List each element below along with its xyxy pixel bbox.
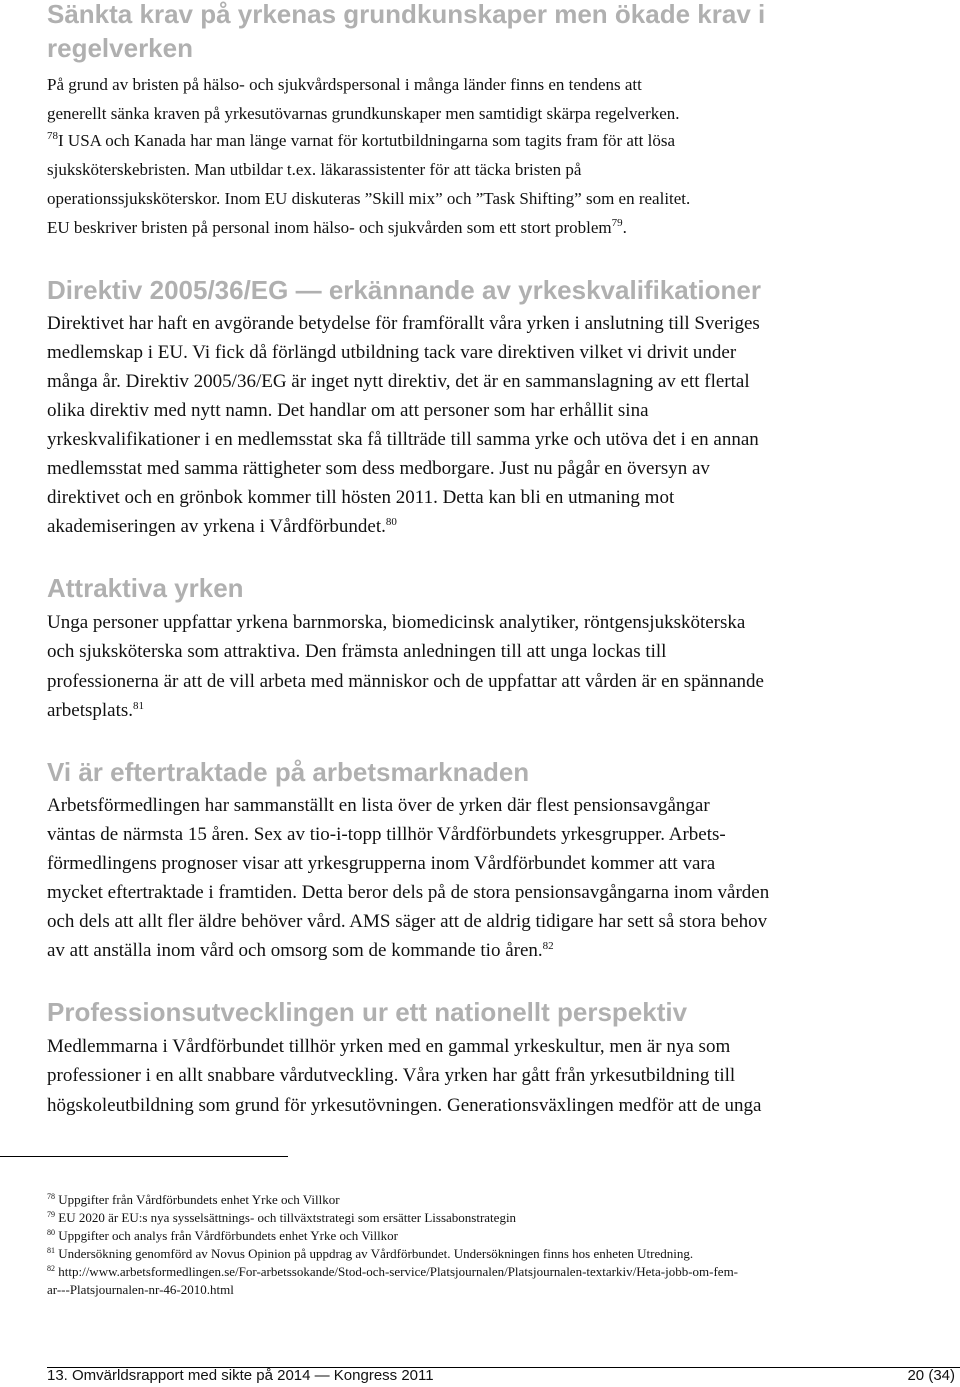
body-line: förmedlingens prognoser visar att yrkesgrupperna inom Vårdförbundet kommer att vara xyxy=(47,853,716,874)
body-line: professioner i en allt snabbare vårdutveckling. Våra yrken har gått från yrkesutbildning till xyxy=(47,1065,736,1086)
body-line: väntas de närmsta 15 åren. Sex av tio-i-topp tillhör Vårdförbundets yrkesgrupper. Arbets- xyxy=(47,824,726,845)
body-line: direktivet och en grönbok kommer till hösten 2011. Detta kan bli en utmaning mot xyxy=(47,487,675,508)
body-line: högskoleutbildning som grund för yrkesutövningen. Generationsväxlingen medför att de unga xyxy=(47,1095,762,1116)
body-line: generellt sänka kraven på yrkesutövarnas grundkunskaper men samtidigt skärpa regelverken. xyxy=(47,104,680,123)
body-line: professionerna är att de vill arbeta med människor och de uppfattar att vården är en spännande xyxy=(47,671,764,692)
footer-title: 13. Omvärldsrapport med sikte på 2014 — Kongress 2011 xyxy=(47,1367,434,1384)
body-line: Unga personer uppfattar yrkena barnmorska, biomedicinsk analytiker, röntgensjuksköterska xyxy=(47,612,746,633)
section-heading: Sänkta krav på yrkenas grundkunskaper men ökade krav i xyxy=(47,0,766,29)
footnote-ref: 81 xyxy=(133,700,145,712)
body-line: medlemsstat med samma rättigheter som dess medborgare. Just nu pågår en översyn av xyxy=(47,458,710,479)
footnote-ref: 79 xyxy=(611,217,623,229)
page-number: 20 (34) xyxy=(907,1367,955,1384)
body-line: Medlemmarna i Vårdförbundet tillhör yrken med en gammal yrkeskultur, men är nya som xyxy=(47,1036,731,1057)
body-line: och dels att allt fler äldre behöver vård. AMS säger att de aldrig tidigare har sett så stora behov xyxy=(47,911,768,932)
footnote-continuation xyxy=(47,1282,234,1298)
footnote-link[interactable]: ar---Platsjournalen-nr-46-2010.html xyxy=(47,1282,234,1297)
body-line: operationssjuksköterskor. Inom EU diskuteras ”Skill mix” och ”Task Shifting” som en realitet. xyxy=(47,189,691,208)
body-line: yrkeskvalifikationer i en medlemsstat ska få tillträde till samma yrke och utöva det i en annan xyxy=(47,429,759,450)
footnote-ref: 80 xyxy=(385,516,397,528)
body-line: På grund av bristen på hälso- och sjukvårdspersonal i många länder finns en tendens att xyxy=(47,75,642,94)
body-line: sjuksköterskebristen. Man utbildar t.ex. läkarassistenter för att täcka bristen på xyxy=(47,160,582,179)
body-line: många år. Direktiv 2005/36/EG är inget nytt direktiv, det är en sammanslagning av ett flertal xyxy=(47,371,750,392)
footnote: $^{79}$ EU 2020 är EU:s nya sysselsättnings- och tillväxtstrategi som ersätter Lissabonstrategin xyxy=(47,1210,517,1225)
section-heading: Professionsutvecklingen ur ett nationellt perspektiv xyxy=(47,997,688,1027)
body-line: akademiseringen av yrkena i Vårdförbundet.$^{80}$ xyxy=(47,516,397,537)
footnote-ref: 82 xyxy=(542,940,554,952)
footnote: $^{78}$ Uppgifter från Vårdförbundets enhet Yrke och Villkor xyxy=(47,1192,340,1207)
section-heading: Attraktiva yrken xyxy=(47,573,244,603)
footnote-ref: 78 xyxy=(47,130,58,142)
body-line: av att anställa inom vård och omsorg som de kommande tio åren.$^{82}$ xyxy=(47,940,554,961)
footnote: $^{81}$ Undersökning genomförd av Novus Opinion på uppdrag av Vårdförbundet. Undersökningen finns hos enheten Utredning. xyxy=(47,1246,694,1261)
body-line: Arbetsförmedlingen har sammanställt en lista över de yrken där flest pensionsavgångar xyxy=(47,795,710,816)
section-heading-continued: regelverken xyxy=(47,33,193,63)
body-line: och sjuksköterska som attraktiva. Den främsta anledningen till att unga lockas till xyxy=(47,641,667,662)
section-heading: Direktiv 2005/36/EG — erkännande av yrkeskvalifikationer xyxy=(47,275,761,305)
footnote: $^{82}$ http://www.arbetsformedlingen.se/For-arbetssokande/Stod-och-service/Platsjournalen/Platsjournalen-textarkiv/Heta-jobb-om-fem- xyxy=(47,1264,739,1279)
body-line: arbetsplats.$^{81}$ xyxy=(47,700,145,721)
body-line: mycket eftertraktade i framtiden. Detta beror dels på de stora pensionsavgångarna inom vården xyxy=(47,882,770,903)
body-line: Direktivet har haft en avgörande betydelse för framförallt våra yrken i anslutning till Sveriges xyxy=(47,313,760,334)
body-line: $^{78}$I USA och Kanada har man länge varnat för kortutbildningarna som tagits fram för att lösa xyxy=(47,130,676,150)
footnote-link[interactable]: http://www.arbetsformedlingen.se/For-arbetssokande/Stod-och-service/Platsjournalen/Platsjournalen-textarkiv/Heta-jobb-om-fem- xyxy=(58,1264,739,1279)
footnote: $^{80}$ Uppgifter och analys från Vårdförbundets enhet Yrke och Villkor xyxy=(47,1228,399,1243)
body-line: EU beskriver bristen på personal inom hälso- och sjukvården som ett stort problem$^{79}$. xyxy=(47,217,627,237)
section-heading: Vi är eftertraktade på arbetsmarknaden xyxy=(47,757,530,787)
footnote-separator xyxy=(0,1156,288,1157)
body-line: olika direktiv med nytt namn. Det handlar om att personer som har erhållit sina xyxy=(47,400,649,421)
body-line: medlemskap i EU. Vi fick då förlängd utbildning tack vare direktiven vilket vi drivit under xyxy=(47,342,737,363)
